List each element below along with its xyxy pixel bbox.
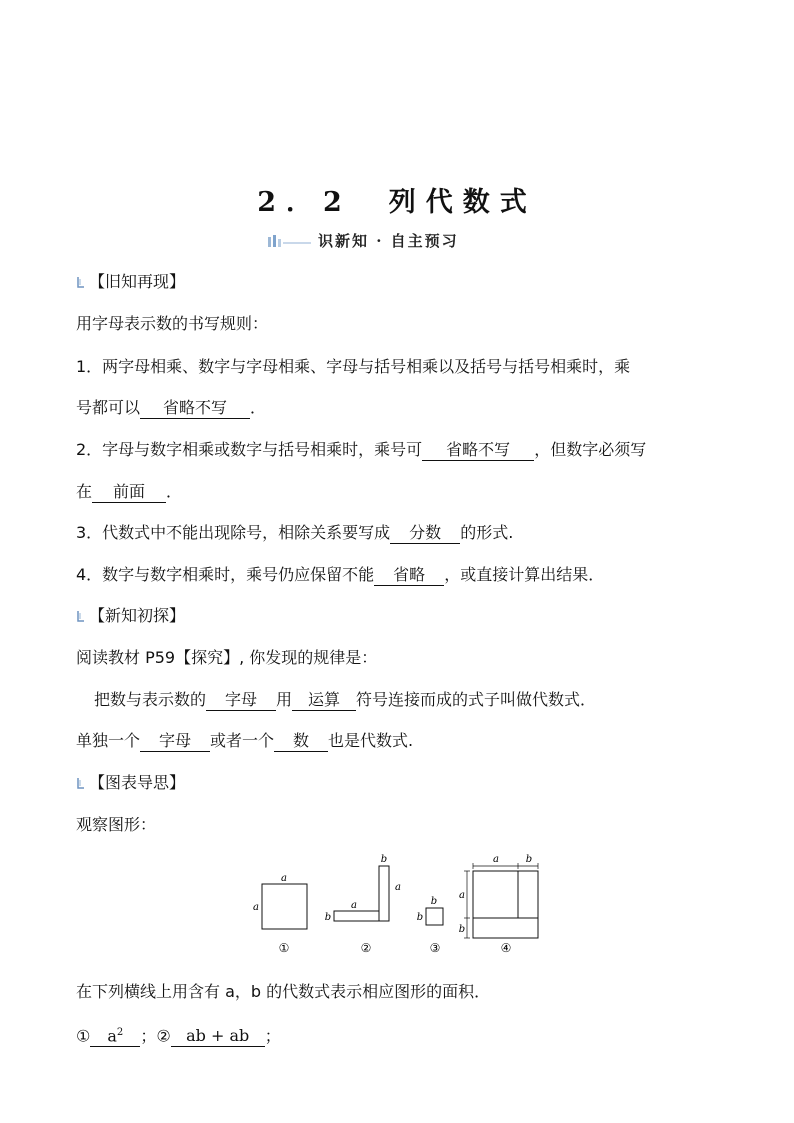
rules-intro: 用字母表示数的书写规则：: [76, 314, 269, 333]
section-title: 【旧知再现】: [89, 272, 186, 291]
section-title: 【图表导思】: [89, 773, 186, 792]
definition-line-2: [76, 730, 413, 752]
subtitle: 识新知 · 自主预习: [318, 232, 459, 250]
answer-blank: 省略不写: [140, 398, 250, 419]
figure-2-horizontal-rect: [334, 911, 379, 921]
figure-2-label-b-top: b: [380, 854, 388, 865]
rule-1-line-2: [76, 397, 266, 419]
section-chart-guide: [76, 772, 185, 794]
answer-blank: 省略不写: [422, 440, 534, 461]
separator: ；: [140, 1026, 157, 1046]
subtitle-banner: [266, 230, 536, 252]
figure-1-label-left: a: [253, 902, 259, 913]
answer-blank: 字母: [140, 731, 210, 752]
text: ，或直接计算出结果．: [444, 565, 605, 584]
figure-4-label-a-top: a: [493, 854, 499, 865]
separator: ；: [264, 1026, 281, 1046]
section-title: 【新知初探】: [89, 606, 186, 625]
rule-2-line-2: [76, 481, 182, 503]
area-answers: [76, 1023, 281, 1047]
figure-1-number: ①: [278, 941, 290, 955]
text: 4．数字与数字相乘时，乘号仍应保留不能: [76, 565, 375, 584]
definition-line-1: [94, 689, 596, 711]
rule-2-line-1: [76, 439, 646, 461]
answer-1-blank: [90, 1023, 140, 1047]
bookmark-icon: [76, 276, 86, 288]
section-old-knowledge: [76, 271, 185, 293]
figure-3-square: [426, 908, 443, 925]
text: 2．字母与数字相乘或数字与括号相乘时，乘号可: [76, 440, 423, 459]
figure-3-label-left: b: [416, 912, 424, 923]
figure-3-label-top: b: [430, 896, 438, 907]
bookmark-icon: [76, 777, 86, 789]
text: 把数与表示数的: [94, 690, 207, 709]
answer-1-label: ①: [76, 1026, 91, 1046]
figure-2-number: ②: [360, 941, 372, 955]
figure-3-number: ③: [429, 941, 441, 955]
rule-4: [76, 564, 604, 586]
rule-1-line-1: 1．两字母相乘、数字与字母相乘、字母与括号相乘以及括号与括号相乘时，乘: [76, 357, 631, 376]
bookmark-icon: [76, 610, 86, 622]
figure-2-vertical-rect: [379, 866, 389, 921]
text: ，但数字必须写: [534, 440, 647, 459]
answer-1-exponent: 2: [116, 1027, 124, 1038]
answer-blank: 运算: [292, 690, 356, 711]
text: 在: [76, 482, 93, 501]
text: 用: [276, 690, 293, 709]
text: ．: [166, 482, 183, 501]
observe-prompt: 观察图形：: [76, 815, 157, 834]
answer-blank: 前面: [92, 482, 166, 503]
banner-decoration-icon: [266, 233, 314, 249]
text: 的形式.: [460, 523, 514, 542]
answer-blank: 字母: [206, 690, 276, 711]
figure-4-label-b-top: b: [525, 854, 533, 865]
figure-4-number: ④: [500, 941, 512, 955]
chart-instruction: 在下列横线上用含有 a，b 的代数式表示相应图形的面积．: [76, 982, 491, 1001]
reading-prompt: 阅读教材 P59【探究】, 你发现的规律是：: [76, 648, 378, 667]
text: 或者一个: [210, 731, 275, 750]
section-new-knowledge: [76, 605, 185, 627]
answer-blank: 分数: [390, 523, 460, 544]
figure-1-label-top: a: [281, 873, 287, 884]
answer-blank: 数: [274, 731, 328, 752]
figure-2-label-a-top: a: [351, 900, 357, 911]
answer-1-base: a: [107, 1026, 117, 1046]
text: 号都可以: [76, 398, 141, 417]
answer-2-blank: ab + ab: [171, 1026, 265, 1047]
text: 3．代数式中不能出现除号，相除关系要写成: [76, 523, 391, 542]
rule-3: [76, 522, 513, 544]
figure-2-label-a-right: a: [395, 882, 401, 893]
figure-4-outer-square: [473, 871, 538, 938]
text: 单独一个: [76, 731, 141, 750]
figure-4-label-a-left: a: [459, 890, 465, 901]
text: ．: [250, 398, 267, 417]
text: 也是代数式.: [328, 731, 414, 750]
answer-2-label: ②: [156, 1026, 171, 1046]
area-figures: [248, 848, 548, 960]
text: 符号连接而成的式子叫做代数式．: [356, 690, 597, 709]
figure-1-square: [262, 884, 307, 929]
figure-2-label-b-left: b: [324, 912, 332, 923]
answer-blank: 省略: [374, 565, 444, 586]
figure-4-label-b-left: b: [458, 924, 466, 935]
page-title: 2．2 列代数式: [257, 187, 537, 218]
